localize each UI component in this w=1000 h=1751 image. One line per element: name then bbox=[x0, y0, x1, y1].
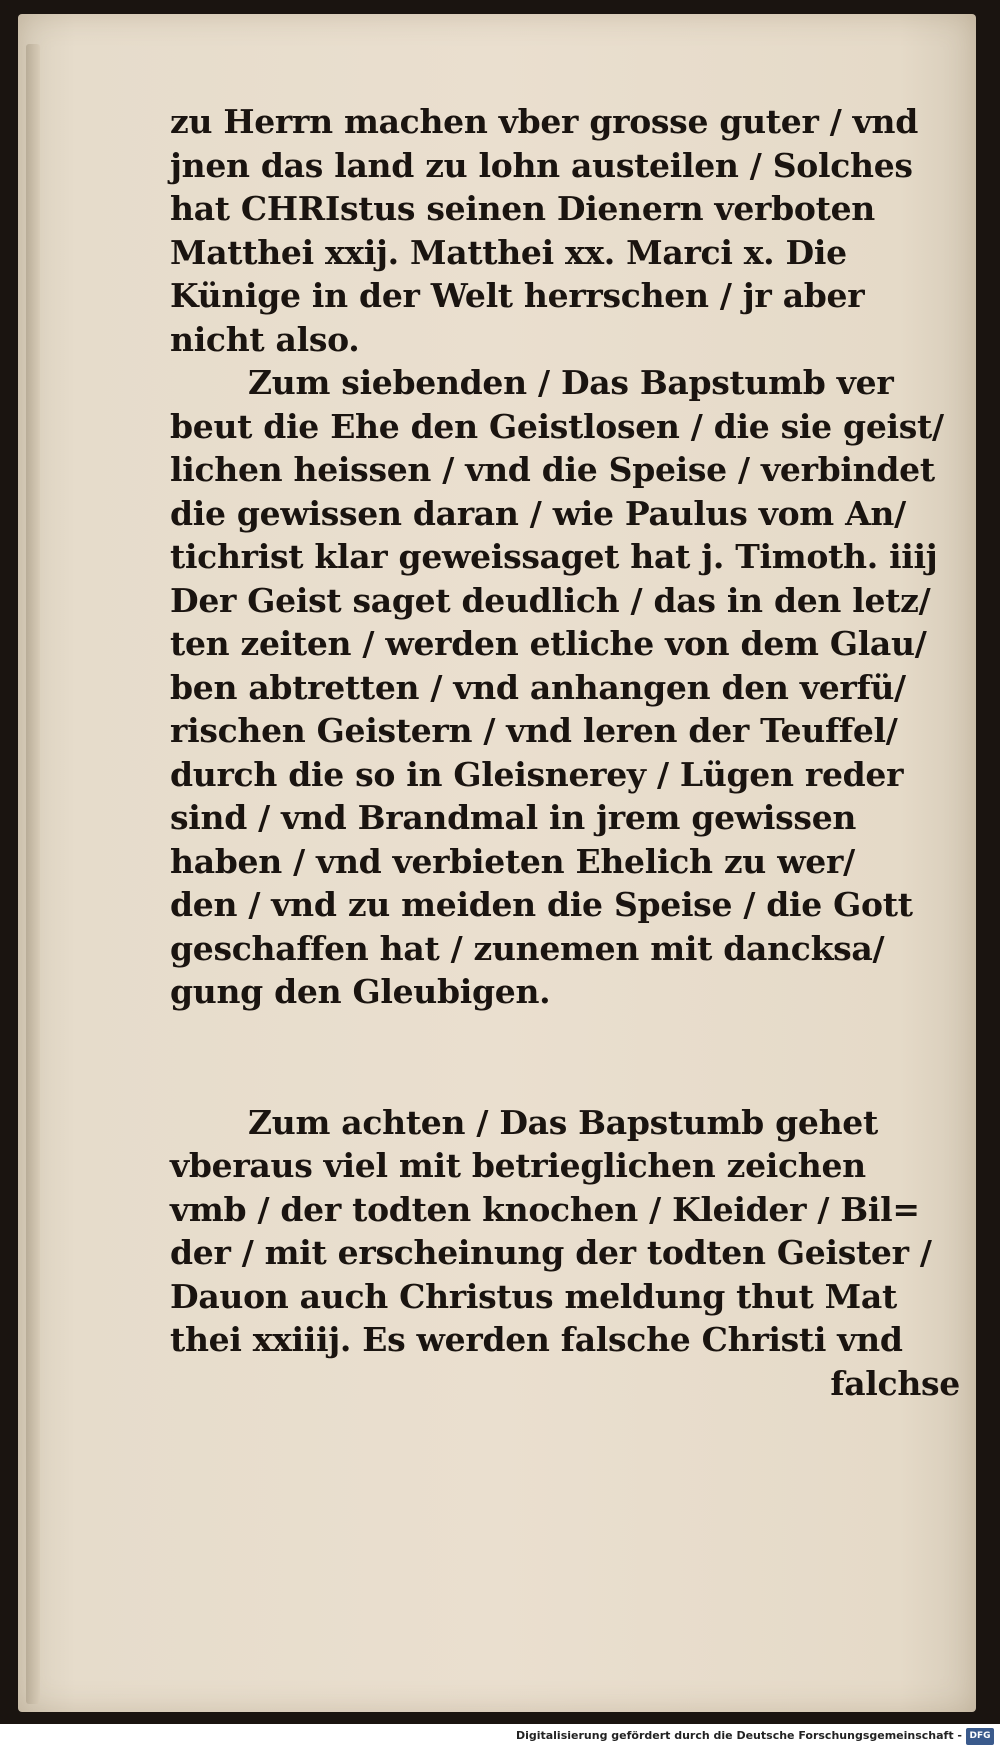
text-line: Matthei xxij. Matthei xx. Marci x. Die bbox=[170, 232, 847, 272]
text-line: Künige in der Welt herrschen / jr aber bbox=[170, 276, 865, 315]
paragraph-start-line: Zum siebenden / Das Bapstumb ver bbox=[248, 363, 894, 402]
page-text bbox=[170, 100, 960, 1405]
funding-credit: Digitalisierung gefördert durch die Deutsche Forschungsgemeinschaft - bbox=[515, 1729, 962, 1742]
paragraph-start-line: Zum achten / Das Bapstumb gehet bbox=[248, 1102, 878, 1142]
text-line: ten zeiten / werden etliche von dem Glau/ bbox=[170, 624, 927, 663]
text-line: jnen das land zu lohn austeilen / Solches bbox=[170, 145, 913, 185]
catchword: falchse bbox=[830, 1363, 960, 1403]
text-line: lichen heissen / vnd die Speise / verbindet bbox=[170, 450, 935, 489]
text-line: durch die so in Gleisnerey / Lügen reder bbox=[170, 754, 904, 794]
text-line: Der Geist saget deudlich / das in den letz/ bbox=[170, 580, 931, 620]
text-line: nicht also. bbox=[170, 319, 360, 359]
text-line: zu Herrn machen vber grosse guter / vnd bbox=[170, 102, 919, 141]
text-line: tichrist klar geweissaget hat j. Timoth. iiij bbox=[170, 537, 938, 576]
dfg-logo-icon: DFG bbox=[966, 1728, 994, 1745]
text-line: vberaus viel mit betrieglichen zeichen bbox=[170, 1146, 866, 1185]
text-line: die gewissen daran / wie Paulus vom An/ bbox=[170, 493, 906, 533]
text-line: vmb / der todten knochen / Kleider / Bil= bbox=[170, 1189, 920, 1229]
text-line: der / mit erscheinung der todten Geister / bbox=[170, 1233, 932, 1272]
text-line: Dauon auch Christus meldung thut Mat bbox=[170, 1276, 897, 1316]
page-edge bbox=[26, 44, 40, 1704]
text-line: geschaffen hat / zunemen mit dancksa/ bbox=[170, 928, 885, 968]
text-line: gung den Gleubigen. bbox=[170, 972, 551, 1011]
paragraph-gap bbox=[170, 1014, 960, 1101]
text-line: rischen Geistern / vnd leren der Teuffel/ bbox=[170, 711, 898, 750]
text-line: beut die Ehe den Geistlosen / die sie geist/ bbox=[170, 406, 944, 446]
text-line: sind / vnd Brandmal in jrem gewissen bbox=[170, 798, 857, 837]
text-line: haben / vnd verbieten Ehelich zu wer/ bbox=[170, 841, 855, 881]
text-line: thei xxiiij. Es werden falsche Christi vnd bbox=[170, 1320, 903, 1359]
digitization-footer bbox=[0, 1724, 1000, 1751]
text-line: hat CHRIstus seinen Dienern verboten bbox=[170, 189, 875, 228]
text-line: ben abtretten / vnd anhangen den verfü/ bbox=[170, 667, 906, 707]
text-line: den / vnd zu meiden die Speise / die Gott bbox=[170, 885, 913, 924]
